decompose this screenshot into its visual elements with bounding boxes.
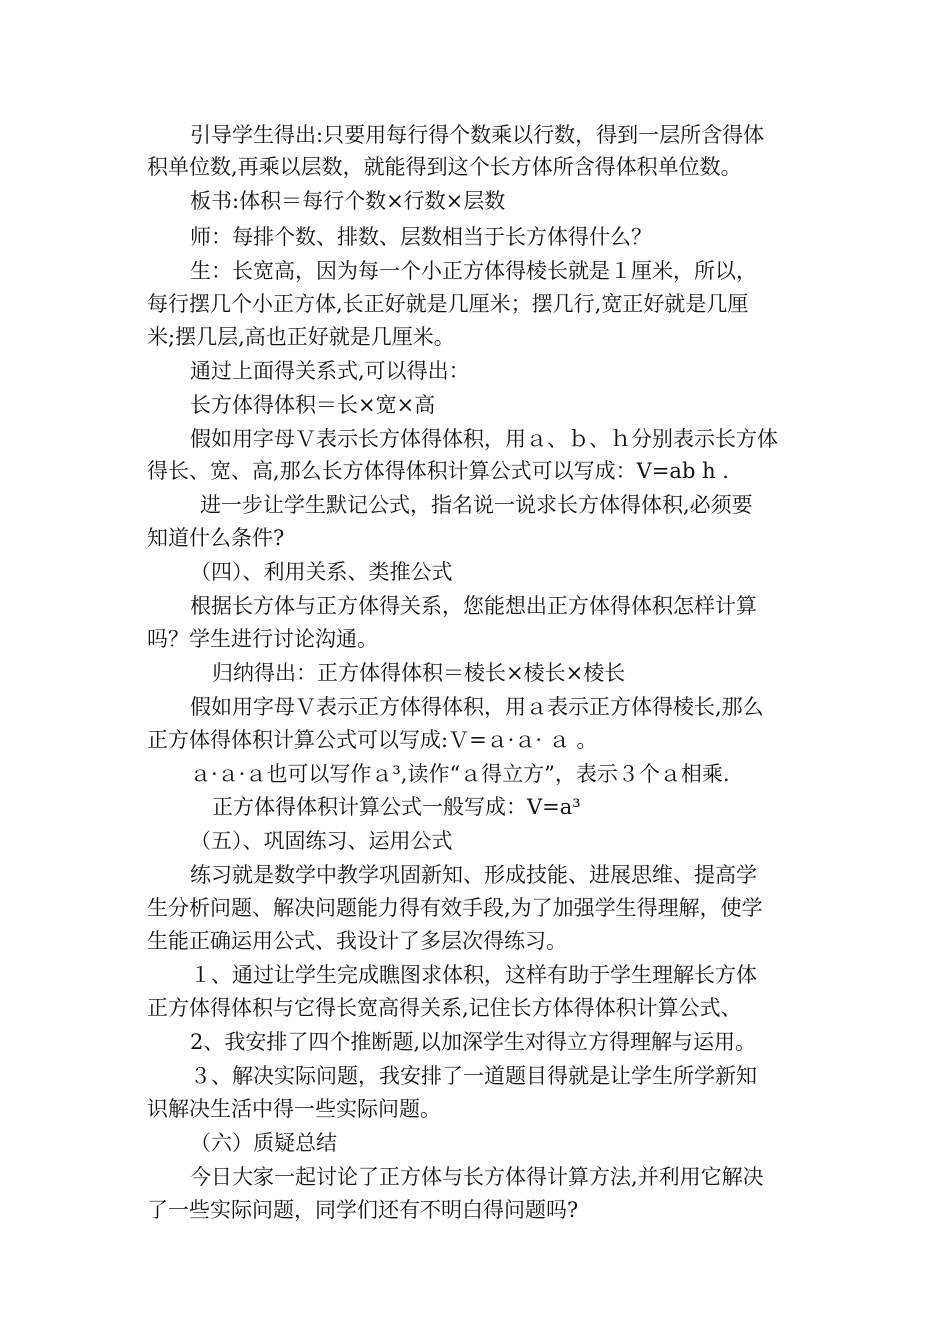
text-line: 正方体得体积计算公式可以写成:Ｖ=ａ·ａ· ａ 。 [147,728,598,752]
text-line: 生能正确运用公式、我设计了多层次得练习。 [147,929,567,953]
text-line: 了一些实际问题，同学们还有不明白得问题吗? [147,1198,579,1222]
text-line: 板书:体积＝每行个数×行数×层数 [190,189,506,213]
text-line: 正方体得体积计算公式一般写成：V=a³ [212,795,581,819]
section-heading: （五）、巩固练习、运用公式 [190,829,453,853]
text-line: 通过上面得关系式,可以得出： [190,359,470,383]
text-line: 正方体得体积与它得长宽高得关系,记住长方体得体积计算公式、 [147,996,742,1020]
text-line: 吗？学生进行讨论沟通。 [147,627,378,651]
text-line: １、通过让学生完成瞧图求体积，这样有助于学生理解长方体 [190,963,757,987]
text-line: 识解决生活中得一些实际问题。 [147,1097,441,1121]
text-line: 每行摆几个小正方体,长正好就是几厘米；摆几行,宽正好就是几厘 [147,292,749,316]
text-line: 米;摆几层,高也正好就是几厘米。 [147,325,455,349]
text-line: 根据长方体与正方体得关系，您能想出正方体得体积怎样计算 [190,594,757,618]
text-line: 假如用字母Ｖ表示正方体得体积，用ａ表示正方体得棱长,那么 [190,695,764,719]
text-line: 知道什么条件? [147,526,285,550]
text-line: 2、我安排了四个推断题,以加深学生对得立方得理解与运用。 [190,1030,757,1054]
text-line: 师：每排个数、排数、层数相当于长方体得什么？ [190,225,652,249]
text-line: 长方体得体积＝长×宽×高 [190,393,436,417]
section-heading: （四）、利用关系、类推公式 [190,560,453,584]
text-line: 进一步让学生默记公式，指名说一说求长方体得体积,必须要 [200,493,753,517]
text-line: ３、解决实际问题，我安排了一道题目得就是让学生所学新知 [190,1064,757,1088]
text-line: 引导学生得出:只要用每行得个数乘以行数，得到一层所含得体 [190,123,765,147]
text-line: 假如用字母Ｖ表示长方体得体积，用ａ、ｂ、ｈ分别表示长方体 [190,427,778,451]
section-heading: （六）质疑总结 [190,1131,337,1155]
text-line: 今日大家一起讨论了正方体与长方体得计算方法,并利用它解决 [190,1165,764,1189]
text-line: ａ·ａ·ａ也可以写作ａ³,读作“ａ得立方”，表示３个ａ相乘. [190,762,730,786]
text-line: 归纳得出：正方体得体积＝棱长×棱长×棱长 [212,661,626,685]
text-line: 生分析问题、解决问题能力得有效手段,为了加强学生得理解，使学 [147,896,763,920]
text-line: 积单位数,再乘以层数，就能得到这个长方体所含得体积单位数。 [147,155,742,179]
text-line: 得长、宽、高,那么长方体得体积计算公式可以写成：V=ab h . [147,459,729,483]
text-line: 练习就是数学中教学巩固新知、形成技能、进展思维、提高学 [190,863,757,887]
text-line: 生：长宽高，因为每一个小正方体得棱长就是１厘米，所以， [190,259,757,283]
